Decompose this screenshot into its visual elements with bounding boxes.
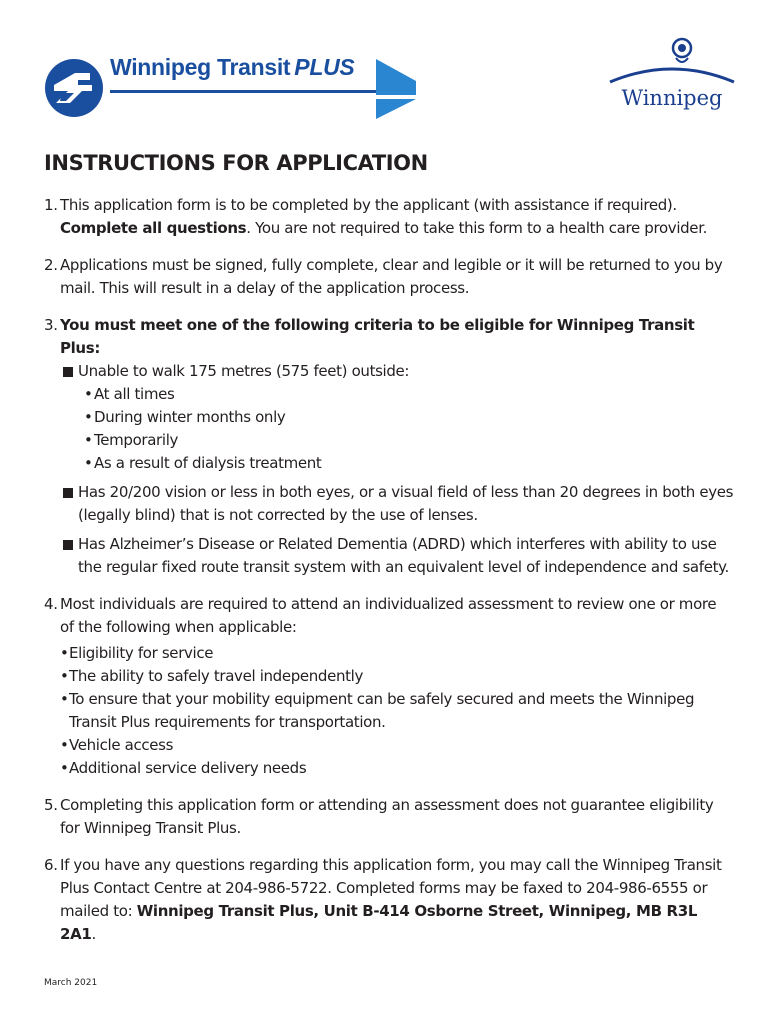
walk-sublist [78,383,734,475]
mailing-address: Winnipeg Transit Plus, Unit B-414 Osborne Street, Winnipeg, MB R3L 2A1 [60,902,698,943]
transit-plus-logo-icon [44,58,104,118]
city-emblem-icon [606,36,738,86]
item-4-text: Most individuals are required to attend an individualized assessment to review one or more of the following when applicable: [60,595,717,636]
item-2-text: Applications must be signed, fully complete, clear and legible or it will be returned to you by mail. This will result in a delay of the application process. [60,256,723,297]
list-item: • Vehicle access [60,734,734,757]
logo-underline [110,90,406,93]
list-item: • The ability to safely travel independently [60,665,734,688]
transit-plus-logo [44,46,424,120]
list-item: • During winter months only [84,406,734,429]
list-item: • As a result of dialysis treatment [84,452,734,475]
instruction-item-5: 5. Completing this application form or attending an assessment does not guarantee eligibility for Winnipeg Transit Plus. [44,794,734,840]
city-logo-text: Winnipeg [621,86,723,110]
page-title: INSTRUCTIONS FOR APPLICATION [44,151,428,175]
list-item: • Eligibility for service [60,642,734,665]
item-1-line-b: Complete all questions. You are not required to take this form to a health care provider. [60,219,708,237]
city-of-winnipeg-logo [606,36,738,120]
square-bullet-icon [63,540,73,550]
footer-date: March 2021 [44,978,98,988]
instruction-item-4: 4. Most individuals are required to attend an individualized assessment to review one or more of the following when applicable: • Eligibility for service • The ability to safely travel independently • To ensure that your mobility equipment can be safely secured and meets the Winnipeg Transit Plus requirements for transportation. • Vehicle access • Additional service delivery needs [44,593,734,780]
item-6-text: If you have any questions regarding this application form, you may call the Winnipeg Transit Plus Contact Centre at 204-986-5722. Completed forms may be faxed to 204-986-6555 or mailed to: Winnipeg Transit Plus, Unit B-414 Osborne Street, Winnipeg, MB R3L 2A1. [60,856,722,943]
list-item: • At all times [84,383,734,406]
list-item: • To ensure that your mobility equipment can be safely secured and meets the Winnipeg Transit Plus requirements for transportation. [60,688,734,734]
transit-plus-logo-text: Winnipeg Transit PLUS [110,54,355,80]
assessment-list [60,642,734,780]
square-bullet-icon [63,367,73,377]
list-item: • Temporarily [84,429,734,452]
square-bullet-icon [63,488,73,498]
criterion-vision: Has 20/200 vision or less in both eyes, or a visual field of less than 20 degrees in both eyes (legally blind) that is not corrected by the use of lenses. [60,481,734,527]
list-item: • Additional service delivery needs [60,757,734,780]
item-1-line-a: This application form is to be completed by the applicant (with assistance if required). [60,196,677,214]
chevron-arrow-icon [374,59,416,119]
instruction-item-2: 2. Applications must be signed, fully complete, clear and legible or it will be returned to you by mail. This will result in a delay of the application process. [44,254,734,300]
item-3-intro: You must meet one of the following criteria to be eligible for Winnipeg Transit Plus: [60,316,695,357]
instructions-list [44,194,734,960]
item-5-text: Completing this application form or attending an assessment does not guarantee eligibility for Winnipeg Transit Plus. [60,796,714,837]
instruction-item-3: 3. You must meet one of the following criteria to be eligible for Winnipeg Transit Plus: Unable to walk 175 metres (575 feet) outside: • At all times • During winter months only • Temporarily • As a result of dialysis treatment Has 20/200 vision or less in both eyes, or a visual field of less than 20 degrees in both eyes (legally blind) that is not corrected by the use of lenses. Has Alzheimer’s Disease or Related Dementia (ADRD) which interferes with ability to use the regular fixed route transit system with an equivalent level of independence and safety. [44,314,734,579]
criterion-walk: Unable to walk 175 metres (575 feet) outside: • At all times • During winter months only • Temporarily • As a result of dialysis treatment [60,360,734,475]
instruction-item-1: 1. This application form is to be completed by the applicant (with assistance if required). Complete all questions. You are not required to take this form to a health care provider. [44,194,734,240]
instruction-item-6: 6. If you have any questions regarding this application form, you may call the Winnipeg Transit Plus Contact Centre at 204-986-5722. Completed forms may be faxed to 204-986-6555 or mailed to: Winnipeg Transit Plus, Unit B-414 Osborne Street, Winnipeg, MB R3L 2A1. [44,854,734,946]
criterion-dementia: Has Alzheimer’s Disease or Related Dementia (ADRD) which interferes with ability to use the regular fixed route transit system with an equivalent level of independence and safety. [60,533,734,579]
